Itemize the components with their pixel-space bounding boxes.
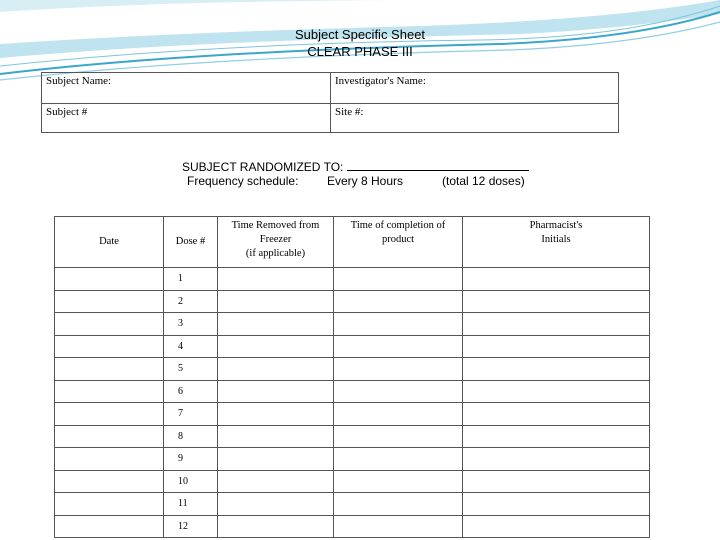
dose-log-table xyxy=(54,216,650,538)
pharmacist-line-1: Pharmacist's xyxy=(529,220,583,231)
time-removed-cell[interactable] xyxy=(218,335,334,358)
page-subtitle: CLEAR PHASE III xyxy=(307,44,413,59)
pharmacist-initials-cell[interactable] xyxy=(463,335,650,358)
date-cell[interactable] xyxy=(55,403,164,426)
time-removed-cell[interactable] xyxy=(218,425,334,448)
pharmacist-initials-cell[interactable] xyxy=(463,268,650,291)
column-header-date: Date xyxy=(55,217,164,268)
date-cell[interactable] xyxy=(55,358,164,381)
pharmacist-initials-cell[interactable] xyxy=(463,403,650,426)
time-removed-cell[interactable] xyxy=(218,470,334,493)
column-header-dose: Dose # xyxy=(164,217,218,268)
pharmacist-initials-cell[interactable] xyxy=(463,425,650,448)
time-completion-line-2: product xyxy=(381,234,415,245)
date-cell[interactable] xyxy=(55,425,164,448)
dose-cell: 12 xyxy=(164,515,218,538)
time-completion-cell[interactable] xyxy=(334,448,463,471)
time-completion-cell[interactable] xyxy=(334,358,463,381)
randomized-to-row xyxy=(182,159,529,174)
dose-row xyxy=(55,425,650,448)
subject-number-field[interactable]: Subject # xyxy=(42,104,331,133)
dose-cell: 11 xyxy=(164,493,218,516)
dose-row xyxy=(55,403,650,426)
dose-cell: 5 xyxy=(164,358,218,381)
frequency-value: Every 8 Hours xyxy=(327,174,404,188)
pharmacist-initials-cell[interactable] xyxy=(463,313,650,336)
dose-row xyxy=(55,380,650,403)
dose-log-body xyxy=(55,268,650,538)
time-removed-cell[interactable] xyxy=(218,493,334,516)
date-cell[interactable] xyxy=(55,313,164,336)
date-cell[interactable] xyxy=(55,268,164,291)
pharmacist-initials-cell[interactable] xyxy=(463,515,650,538)
dose-cell: 3 xyxy=(164,313,218,336)
time-completion-cell[interactable] xyxy=(334,313,463,336)
site-number-field[interactable]: Site #: xyxy=(331,104,619,133)
date-cell[interactable] xyxy=(55,290,164,313)
dose-row xyxy=(55,493,650,516)
dose-row xyxy=(55,448,650,471)
dose-row xyxy=(55,358,650,381)
dose-row xyxy=(55,470,650,493)
dose-cell: 7 xyxy=(164,403,218,426)
date-cell[interactable] xyxy=(55,380,164,403)
date-cell[interactable] xyxy=(55,493,164,516)
dose-log-header-row xyxy=(55,217,650,268)
dose-row xyxy=(55,268,650,291)
time-completion-cell[interactable] xyxy=(334,403,463,426)
frequency-total: (total 12 doses) xyxy=(442,174,525,188)
time-removed-cell[interactable] xyxy=(218,358,334,381)
column-header-pharmacist xyxy=(463,217,650,268)
dose-cell: 10 xyxy=(164,470,218,493)
time-completion-cell[interactable] xyxy=(334,290,463,313)
pharmacist-initials-cell[interactable] xyxy=(463,358,650,381)
time-removed-cell[interactable] xyxy=(218,290,334,313)
pharmacist-initials-cell[interactable] xyxy=(463,290,650,313)
pharmacist-line-2: Initials xyxy=(541,234,571,245)
date-cell[interactable] xyxy=(55,515,164,538)
randomized-label: SUBJECT RANDOMIZED TO: xyxy=(182,160,347,174)
dose-cell: 2 xyxy=(164,290,218,313)
time-removed-line-3: (if applicable) xyxy=(245,248,306,259)
column-header-time-completion xyxy=(334,217,463,268)
time-removed-line-2: Freezer xyxy=(259,234,292,245)
date-cell[interactable] xyxy=(55,470,164,493)
dose-cell: 4 xyxy=(164,335,218,358)
investigator-name-field[interactable]: Investigator's Name: xyxy=(331,73,619,104)
time-completion-cell[interactable] xyxy=(334,335,463,358)
page-title: Subject Specific Sheet xyxy=(294,27,426,42)
subject-info-table xyxy=(41,72,619,133)
frequency-label: Frequency schedule: xyxy=(187,174,299,188)
time-completion-cell[interactable] xyxy=(334,493,463,516)
dose-cell: 6 xyxy=(164,380,218,403)
time-removed-line-1: Time Removed from xyxy=(231,220,320,231)
time-completion-cell[interactable] xyxy=(334,268,463,291)
dose-row xyxy=(55,290,650,313)
time-removed-cell[interactable] xyxy=(218,448,334,471)
date-cell[interactable] xyxy=(55,448,164,471)
time-completion-cell[interactable] xyxy=(334,380,463,403)
time-removed-cell[interactable] xyxy=(218,268,334,291)
time-removed-cell[interactable] xyxy=(218,515,334,538)
pharmacist-initials-cell[interactable] xyxy=(463,470,650,493)
dose-row xyxy=(55,313,650,336)
pharmacist-initials-cell[interactable] xyxy=(463,493,650,516)
pharmacist-initials-cell[interactable] xyxy=(463,448,650,471)
subject-name-field[interactable]: Subject Name: xyxy=(42,73,331,104)
time-removed-cell[interactable] xyxy=(218,380,334,403)
swoosh-band-top xyxy=(0,0,720,12)
column-header-time-removed xyxy=(218,217,334,268)
time-removed-cell[interactable] xyxy=(218,313,334,336)
time-completion-cell[interactable] xyxy=(334,425,463,448)
time-completion-cell[interactable] xyxy=(334,470,463,493)
time-completion-cell[interactable] xyxy=(334,515,463,538)
time-completion-line-1: Time of completion of xyxy=(350,220,446,231)
dose-row xyxy=(55,335,650,358)
pharmacist-initials-cell[interactable] xyxy=(463,380,650,403)
dose-cell: 9 xyxy=(164,448,218,471)
randomized-blank-line[interactable] xyxy=(347,159,529,171)
dose-cell: 1 xyxy=(164,268,218,291)
dose-row xyxy=(55,515,650,538)
date-cell[interactable] xyxy=(55,335,164,358)
dose-cell: 8 xyxy=(164,425,218,448)
time-removed-cell[interactable] xyxy=(218,403,334,426)
